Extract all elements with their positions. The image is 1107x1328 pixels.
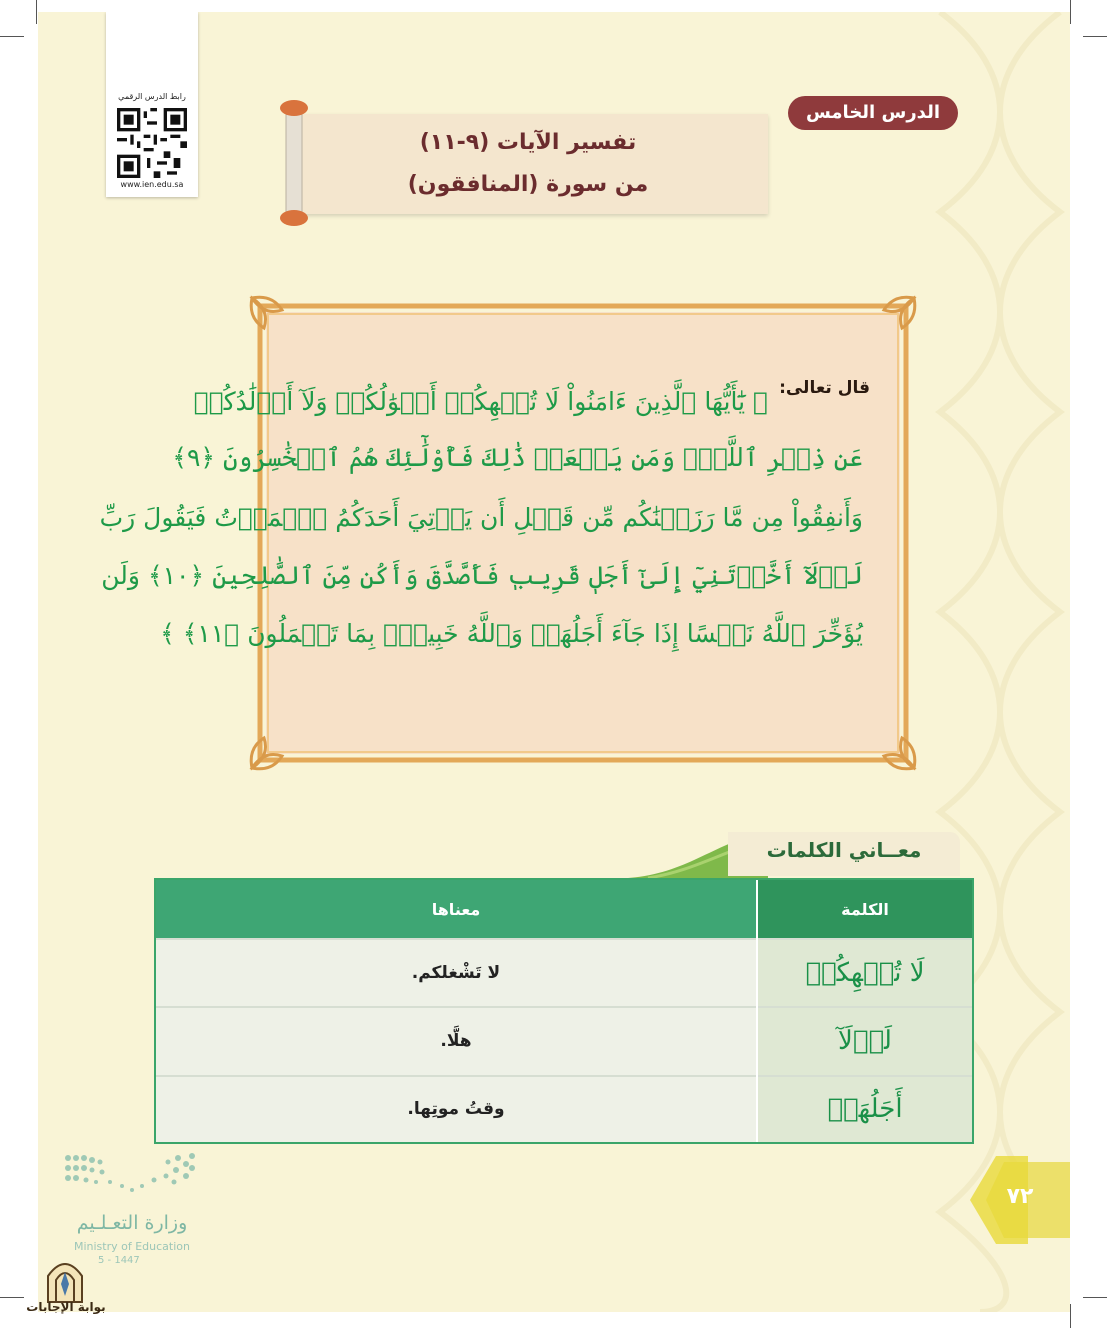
meaning-cell: لا تَشْغلكم. xyxy=(156,939,757,1007)
answers-gate-label: بوابة الإجابات xyxy=(26,1300,106,1314)
crop-mark xyxy=(1083,1297,1107,1298)
verse-line: وَأَنفِقُواْ مِن مَّا رَزَقۡنَٰكُم مِّن قَبۡلِ أَن يَأۡتِيَ أَحَدَكُمُ ٱلۡمَوۡتُ فَيَقُولَ رَبِّ xyxy=(99,503,863,532)
lesson-title-line1: تفسير الآيات (٩-١١) xyxy=(419,130,637,155)
crop-mark xyxy=(0,36,24,37)
crop-mark xyxy=(36,0,37,24)
qr-card[interactable] xyxy=(106,12,198,197)
ministry-name-ar: وزارة التعـلـيم xyxy=(76,1212,188,1234)
ministry-logo-dots-icon xyxy=(62,1152,198,1200)
meaning-cell: هلَّا. xyxy=(156,1007,757,1075)
verse-line: ﴿ يَٰٓأَيُّهَا ٱلَّذِينَ ءَامَنُواْ لَا تُلۡهِكُمۡ أَمۡوَٰلُكُمۡ وَلَآ أَوۡلَٰدُكُمۡ xyxy=(193,387,768,416)
crop-mark xyxy=(1070,1304,1071,1328)
verse-line: لَوۡلَآ أَخَّرۡتَنِيٓ إِلَىٰٓ أَجَلٖ قَرِيبٖ فَأَصَّدَّقَ وَأَكُن مِّنَ ٱلصَّٰلِحِينَ ﴿١٠﴾ وَلَن xyxy=(101,561,863,590)
table-row xyxy=(156,1007,972,1075)
answers-gate-logo-icon xyxy=(44,1258,86,1304)
column-header-word: الكلمة xyxy=(757,880,972,939)
section-title: معــاني الكلمات xyxy=(766,838,922,862)
qr-caption: رابط الدرس الرقمي xyxy=(118,92,186,101)
lesson-title-line2: من سورة (المنافقون) xyxy=(407,172,649,197)
word-cell: لَوۡلَآ xyxy=(757,1007,972,1075)
table-row xyxy=(156,1076,972,1142)
title-scroll xyxy=(298,114,768,214)
qr-url: www.ien.edu.sa xyxy=(120,180,184,189)
word-cell: لَا تُلۡهِكُمۡ xyxy=(757,939,972,1007)
column-header-meaning: معناها xyxy=(156,880,757,939)
verse-line: عَن ذِكۡرِ ٱللَّهِۚ وَمَن يَفۡعَلۡ ذَٰلِكَ فَأُوْلَٰٓئِكَ هُمُ ٱلۡخَٰسِرُونَ ﴿٩﴾ xyxy=(172,443,863,472)
meaning-cell: وقتُ موتِها. xyxy=(156,1076,757,1142)
page-number: ٧٢ xyxy=(1006,1184,1034,1209)
scroll-roll-icon xyxy=(280,98,308,228)
lesson-number-tab: الدرس الخامس xyxy=(788,96,958,130)
verse-intro: قال تعالى: xyxy=(779,378,870,398)
crop-mark xyxy=(0,1297,24,1298)
crop-mark xyxy=(1070,0,1071,24)
edition-year: 5 - 1447 xyxy=(98,1255,140,1266)
crop-mark xyxy=(1083,36,1107,37)
table-row xyxy=(156,939,972,1007)
meanings-table xyxy=(154,878,974,1144)
verse-line: يُؤَخِّرَ ٱللَّهُ نَفۡسًا إِذَا جَآءَ أَجَلُهَاۚ وَٱللَّهُ خَبِيرُۢ بِمَا تَعۡمَلُونَ ﴿١١﴾ ﴾ xyxy=(160,619,863,648)
word-cell: أَجَلُهَاۚ xyxy=(757,1076,972,1142)
textbook-page xyxy=(38,12,1070,1312)
ministry-name-en: Ministry of Education xyxy=(73,1240,190,1253)
qr-code-icon[interactable] xyxy=(117,108,187,178)
table-header-row xyxy=(156,880,972,939)
